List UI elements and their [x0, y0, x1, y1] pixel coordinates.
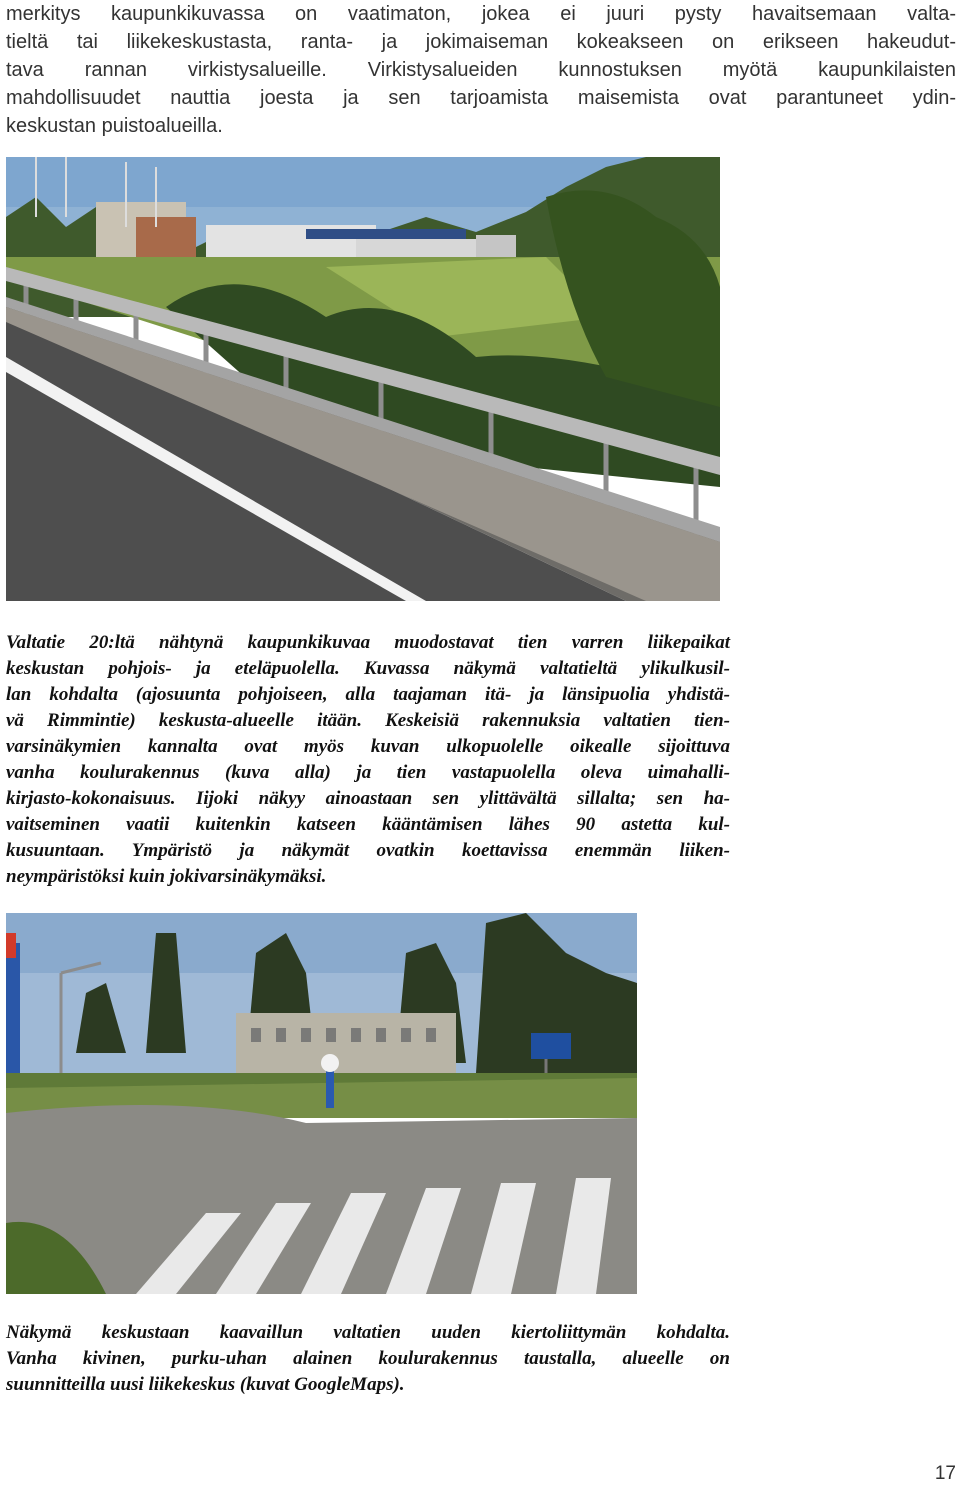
highway-overpass-illustration	[6, 157, 720, 601]
figure2-caption	[6, 1320, 730, 1398]
caption-line: varsinäkymien kannalta ovat myös kuvan ulkopuolelle oikealle sijoittuva	[6, 736, 730, 757]
caption-line: Vanha kivinen, purku-uhan alainen koulurakennus taustalla, alueelle on	[6, 1348, 730, 1369]
caption-line: Valtatie 20:ltä nähtynä kaupunkikuvaa muodostavat tien varren liikepaikat	[6, 632, 730, 653]
intersection-illustration	[6, 913, 637, 1294]
text-line: tieltä tai liikekeskustasta, ranta- ja jokimaiseman kokeakseen on erikseen hakeudut-	[6, 31, 956, 53]
figure1-caption	[6, 630, 730, 890]
caption-line: Näkymä keskustaan kaavaillun valtatien uuden kiertoliittymän kohdalta.	[6, 1322, 730, 1343]
caption-line: keskustan pohjois- ja eteläpuolella. Kuvassa näkymä valtatieltä ylikulkusil-	[6, 658, 730, 679]
intro-paragraph	[6, 0, 956, 140]
caption-line: vanha koulurakennus (kuva alla) ja tien vastapuolella oleva uimahalli-	[6, 762, 730, 783]
text-line: tava rannan virkistysalueille. Virkistysalueiden kunnostuksen myötä kaupunkilaisten	[6, 59, 956, 81]
caption-line: kirjasto-kokonaisuus. Iijoki näkyy ainoastaan sen ylittävältä sillalta; sen ha-	[6, 788, 730, 809]
page-number: 17	[934, 1463, 956, 1484]
photo-highway-overpass	[6, 157, 720, 601]
caption-line: suunnitteilla uusi liikekeskus (kuvat GoogleMaps).	[6, 1374, 405, 1395]
caption-line: lan kohdalta (ajosuunta pohjoiseen, alla taajaman itä- ja länsipuolia yhdistä-	[6, 684, 730, 705]
caption-line: vä Rimmintie) keskusta-alueelle itään. Keskeisiä rakennuksia valtatien tien-	[6, 710, 730, 731]
text-line: mahdollisuudet nauttia joesta ja sen tarjoamista maisemista ovat parantuneet ydin-	[6, 87, 956, 109]
text-line: merkitys kaupunkikuvassa on vaatimaton, jokea ei juuri pysty havaitsemaan valta-	[6, 3, 956, 25]
text-line: keskustan puistoalueilla.	[6, 115, 223, 137]
caption-line: kusuuntaan. Ympäristö ja näkymät ovatkin koettavissa enemmän liiken-	[6, 840, 730, 861]
caption-line: neympäristöksi kuin jokivarsinäkymäksi.	[6, 866, 327, 887]
caption-line: vaitseminen vaatii kuitenkin katseen kääntämisen lähes 90 astetta kul-	[6, 814, 730, 835]
photo-intersection-school	[6, 913, 637, 1294]
